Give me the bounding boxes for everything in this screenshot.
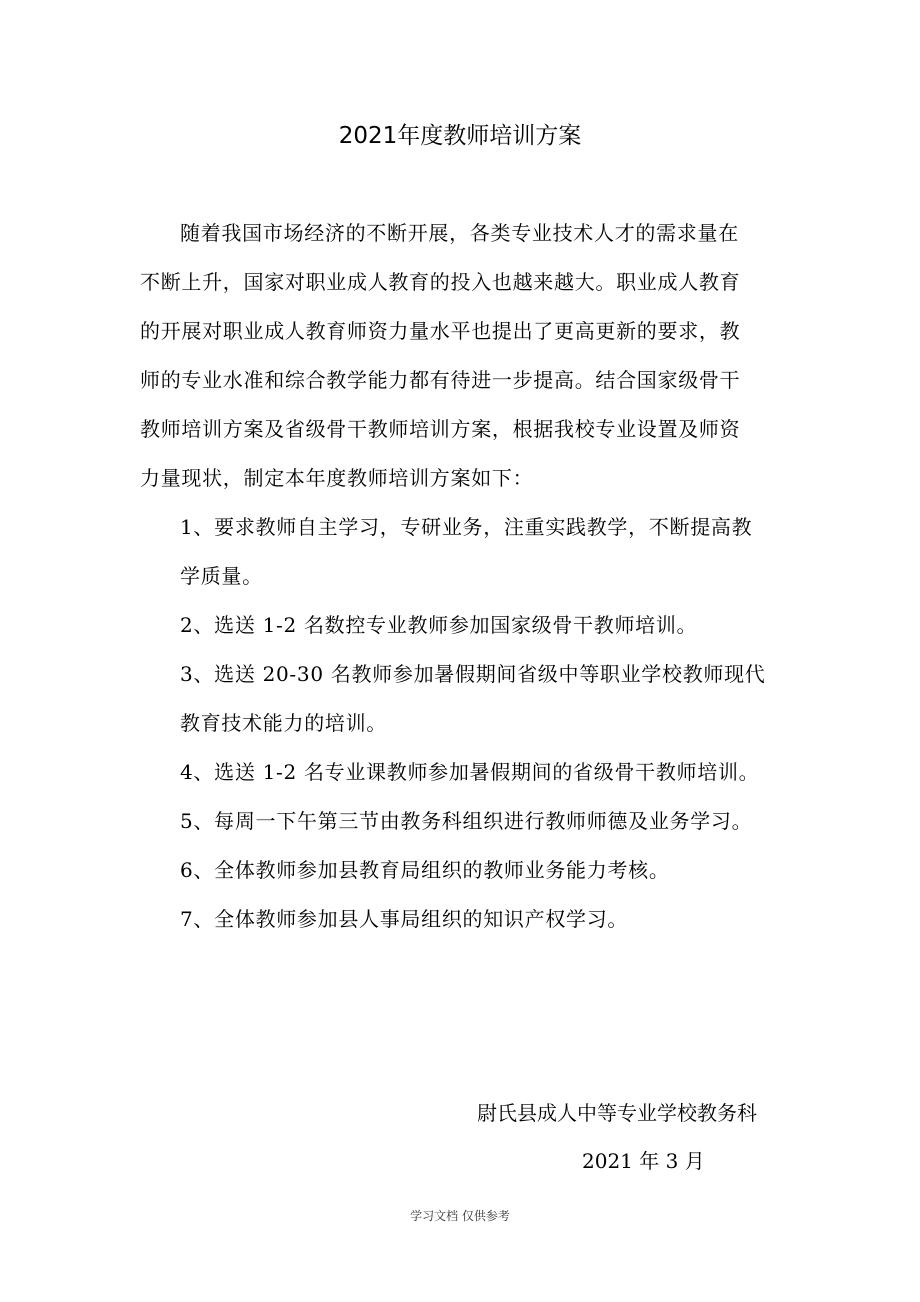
intro-line-1: 随着我国市场经济的不断开展，各类专业技术人才的需求量在 [180, 221, 739, 245]
document-title: 2021年度教师培训方案 [338, 123, 582, 149]
list-item-1-line-2: 学质量。 [180, 564, 263, 588]
list-item-4: 4、选送 1-2 名专业课教师参加暑假期间的省级骨干教师培训。 [180, 760, 760, 784]
page-footer: 学习文档 仅供参考 [410, 1209, 510, 1223]
intro-line-5: 教师培训方案及省级骨干教师培训方案，根据我校专业设置及师资 [140, 417, 741, 441]
intro-line-4: 师的专业水准和综合教学能力都有待进一步提高。结合国家级骨干 [140, 368, 741, 392]
intro-line-6: 力量现状，制定本年度教师培训方案如下： [140, 466, 534, 490]
signature-date: 2021 年 3 月 [582, 1149, 705, 1173]
list-item-1-line-1: 1、要求教师自主学习，专研业务，注重实践教学，不断提高教 [180, 515, 753, 539]
intro-line-2: 不断上升，国家对职业成人教育的投入也越来越大。职业成人教育 [140, 270, 741, 294]
intro-line-3: 的开展对职业成人教育师资力量水平也提出了更高更新的要求，教 [140, 319, 741, 343]
list-item-6: 6、全体教师参加县教育局组织的教师业务能力考核。 [180, 858, 670, 882]
list-item-3-line-2: 教育技术能力的培训。 [180, 711, 387, 735]
signature-organization: 尉氏县成人中等专业学校教务科 [477, 1101, 757, 1125]
list-item-5: 5、每周一下午第三节由教务科组织进行教师师德及业务学习。 [180, 809, 753, 833]
list-item-3-line-1: 3、选送 20-30 名教师参加暑假期间省级中等职业学校教师现代 [180, 662, 766, 686]
list-item-2: 2、选送 1-2 名数控专业教师参加国家级骨干教师培训。 [180, 613, 698, 637]
list-item-7: 7、全体教师参加县人事局组织的知识产权学习。 [180, 907, 629, 931]
